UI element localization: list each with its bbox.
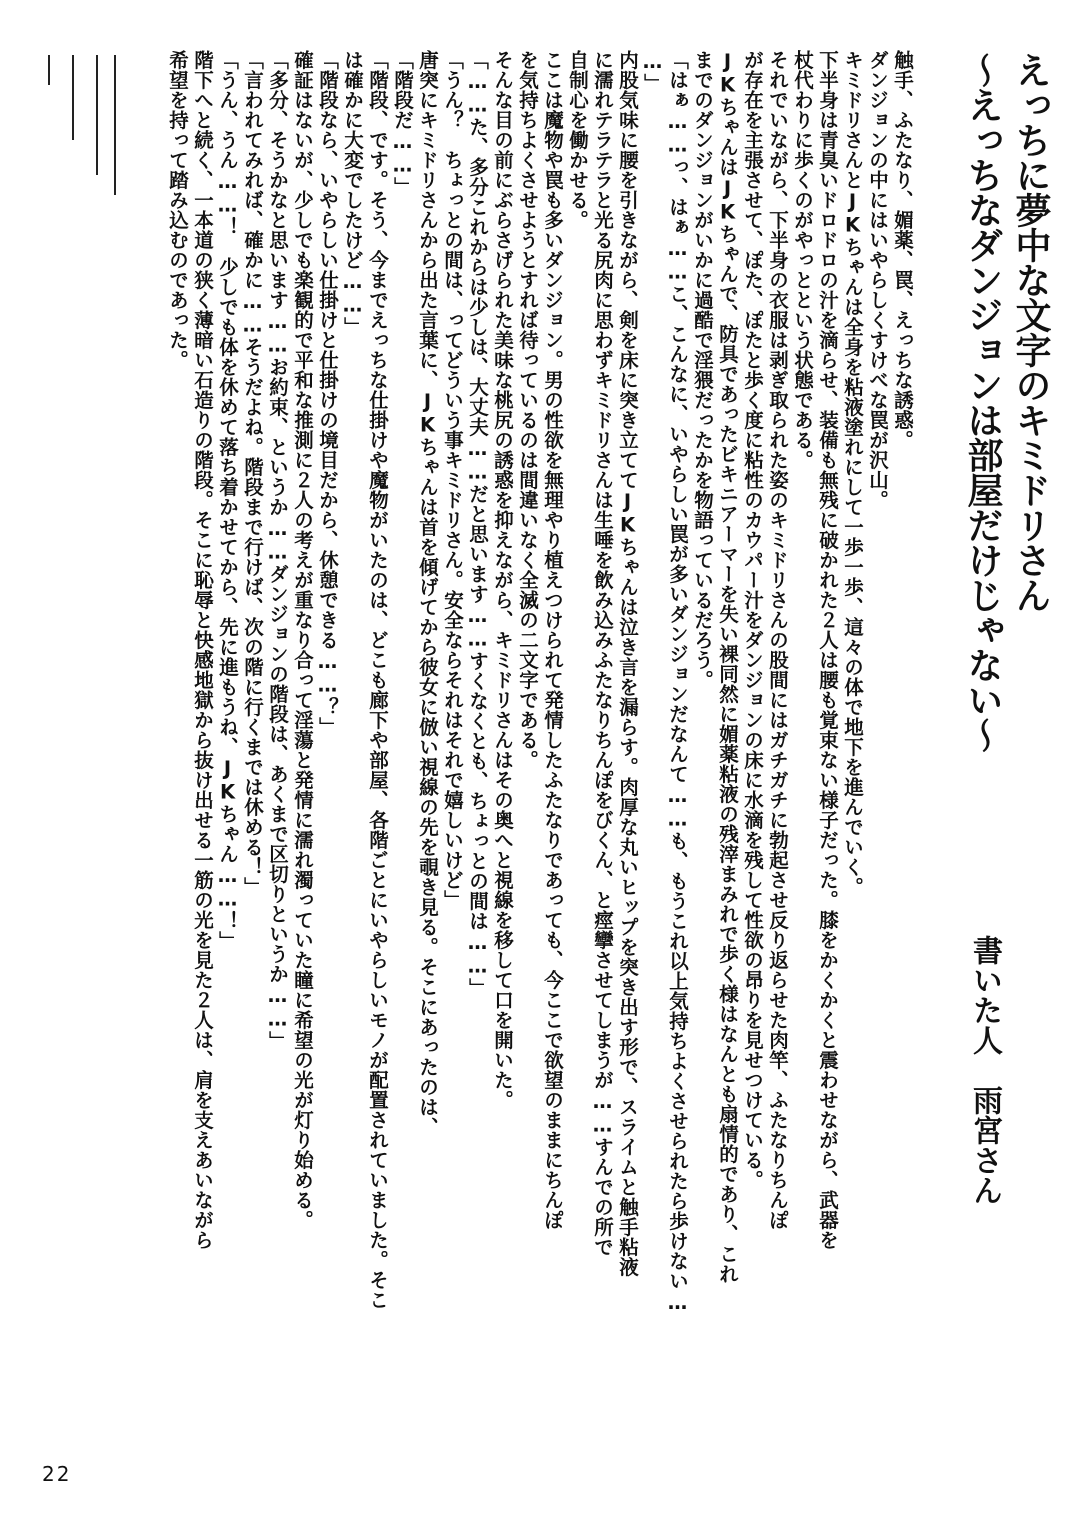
paragraph-line: 「……た、多分これからは少しは、大丈夫……だと思います……すくなくとも、ちょっとの間は……」 (466, 50, 489, 998)
paragraph-line: ダンジョンの中にはいやらしくすけべな罠が沢山。 (866, 50, 889, 510)
paragraph-line: 「言われてみれば、確かに……そうだよね。階段まで行けば、次の階に行くまでは休める！」 (241, 50, 264, 897)
paragraph-line: 「階段なら、いやらしい仕掛けと仕掛けの境目だから、休憩できる……？」 (316, 50, 339, 737)
paragraph-line: それでいながら、下半身の衣服は剥ぎ取られた姿のキミドリさんの股間にはガチガチに勃起させ反り返らせた肉竿、ふたなりちんぽ (766, 50, 789, 1230)
paragraph-line: …」 (641, 50, 664, 94)
page-number: 22 (42, 1462, 72, 1486)
paragraph-line: までのダンジョンがいかに過酷で淫猥だったかを物語っているだろう。 (691, 50, 714, 690)
paragraph-line: 階下へと続く、一本道の狭く薄暗い石造りの階段。そこに恥辱と快感地獄から抜け出せる一筋の光を見た２人は、肩を支えあいながら (191, 50, 214, 1250)
story-subtitle: ～えっちなダンジョンは部屋だけじゃない～ (962, 52, 1003, 752)
paragraph-line: 「多分、そうかなと思います……お約束、というか……ダンジョンの階段は、あくまで区切りというか……」 (266, 50, 289, 1051)
story-title: えっちに夢中な文字のキミドリさん (1010, 52, 1051, 612)
paragraph-line: 杖代わりに歩くのがやっとという状態である。 (791, 50, 814, 470)
paragraph-line: 希望を持って踏み込むのであった。 (166, 50, 189, 370)
paragraph-line: 下半身は青臭いドロドロの汁を滴らせ、装備も無残に破かれた２人は腰も覚束ない様子だった。膝をかくかくと震わせながら、武器を (816, 50, 839, 1250)
paragraph-line: 「うん、うん……！ 少しでも体を休めて落ち着かせてから、先に進もうね、JKちゃん……！」 (216, 50, 239, 951)
author-credit: 書いた人 雨宮さん (967, 935, 1002, 1205)
paragraph-line: ここは魔物や罠も多いダンジョン。男の性欲を無理やり植えつけられて発情したふたなりであっても、今ここで欲望のままにちんぽ (541, 50, 564, 1230)
paragraph-line: 自制心を働かせる。 (566, 50, 589, 230)
margin-dash-marks (40, 55, 120, 195)
paragraph-line: を気持ちよくさせようとすれば待っているのは間違いなく全滅の二文字である。 (516, 50, 539, 770)
paragraph-line: 「はぁ……っ、はぁ……こ、こんなに、いやらしい罠が多いダンジョンだなんて……も、もうこれ以上気持ちよくさせられたら歩けない… (666, 50, 689, 1315)
paragraph-line: 「階段だ……」 (391, 50, 414, 197)
story-body (165, 50, 915, 1470)
paragraph-line: 確証はないが、少しでも楽観的で平和な推測に２人の考えが重なり合って淫蕩と発情に濡れ濁っていた瞳に希望の光が灯り始める。 (291, 50, 314, 1230)
paragraph-line: そんな目の前にぶらさげられた美味な桃尻の誘惑を抑えながら、キミドリさんはその奥へと視線を移して口を開いた。 (491, 50, 514, 1110)
paragraph-line: は確かに大変でしたけど……」 (341, 50, 364, 337)
paragraph-line: 「うん？ ちょっとの間は、ってどういう事キミドリさん。安全ならそれはそれで嬉しいけど」 (441, 50, 464, 910)
paragraph-line: キミドリさんとJKちゃんは全身を粘液塗れにして一歩一歩、這々の体で地下を進んでいく。 (841, 50, 864, 897)
paragraph-line: 内股気味に腰を引きながら、剣を床に突き立ててJKちゃんは泣き言を漏らす。肉厚な丸いヒップを突き出す形で、スライムと触手粘液 (616, 50, 639, 1277)
paragraph-line: 「階段、です。そう、今までえっちな仕掛けや魔物がいたのは、どこも廊下や部屋、各階ごとにいやらしいモノが配置されていました。そこ (366, 50, 389, 1310)
paragraph-line: が存在を主張させて、ぽた、ぽたと歩く度に粘性のカウパー汁をダンジョンの床に水滴を残して性欲の昂りを見せつけている。 (741, 50, 764, 1190)
paragraph-line: 触手、ふたなり、媚薬、罠、えっちな誘惑。 (891, 50, 914, 450)
paragraph-line: 唐突にキミドリさんから出た言葉に、JKちゃんは首を傾げてから彼女に倣い視線の先を覗き見る。そこにあったのは、 (416, 50, 439, 1137)
paragraph-line: JKちゃんはJKちゃんで、防具であったビキニアーマーを失い裸同然に媚薬粘液の残滓まみれで歩く様はなんとも扇情的であり、これ (716, 50, 739, 1284)
paragraph-line: に濡れテラテラと光る尻肉に思わずキミドリさんは生唾を飲み込みふたなりちんぽをびくん、と痙攣させてしまうが……すんでの所で (591, 50, 614, 1257)
